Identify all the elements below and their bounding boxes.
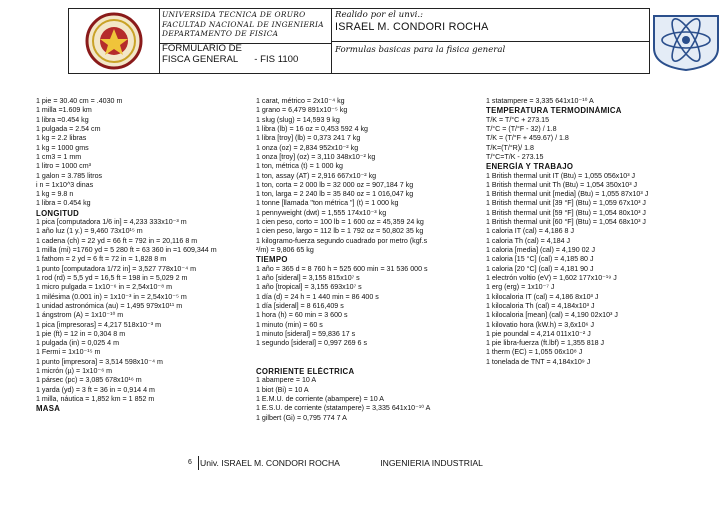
conversion-line: 1 British thermal unit IT (Btu) = 1,055 056x10³ J xyxy=(486,171,636,180)
subtitle-text: Formulas basicas para la fisica general xyxy=(335,45,506,55)
section-heading: CORRIENTE ELÉCTRICA xyxy=(256,367,355,377)
conversion-line: 1 pulgada = 2.54 cm xyxy=(36,124,101,133)
conversion-line: 1 día (d) = 24 h = 1 440 min = 86 400 s xyxy=(256,292,379,301)
conversion-line: 1 onza [troy] (oz) = 3,110 348x10⁻² kg xyxy=(256,152,376,161)
conversion-line: 1 British thermal unit [media] (Btu) = 1,055 87x10³ J xyxy=(486,190,649,199)
conversion-line: 1 pulgada (in) = 0,025 4 m xyxy=(36,339,120,348)
conversion-line: 1 caloria Th (cal) = 4,184 J xyxy=(486,236,571,245)
conversion-line: 1 tonne [llamada "ton métrica "] (t) = 1 000 kg xyxy=(256,199,399,208)
conversion-line: 1 ton, assay (AT) = 2,916 667x10⁻² kg xyxy=(256,171,377,180)
conversion-line: 1 yarda (yd) = 3 ft = 36 in = 0,914 4 m xyxy=(36,385,155,394)
conversion-line: 1 kg = 1000 gms xyxy=(36,143,89,152)
conversion-line: 1 milla, náutica = 1,852 km = 1 852 m xyxy=(36,395,155,403)
section-heading: ENERGÍA Y TRABAJO xyxy=(486,162,574,172)
page-number: 6 xyxy=(188,459,192,466)
conversion-line: 1 kg = 2.2 libras xyxy=(36,134,87,143)
conversion-line: 1 caloria [15 °C] (cal) = 4,185 80 J xyxy=(486,255,594,264)
faculty-line: FACULTAD NACIONAL DE INGENIERIA xyxy=(162,19,324,29)
conversion-line: 1 kilogramo-fuerza segundo cuadrado por metro (kgf.s xyxy=(256,236,428,245)
form-line-2 xyxy=(162,54,328,65)
conversion-line: 1 milésima (0.001 in) = 1x10⁻³ in = 2,54x10⁻⁵ m xyxy=(36,292,187,301)
conversion-line: 1 kilocaloria IT (cal) = 4,186 8x10³ J xyxy=(486,292,599,301)
author-block xyxy=(331,9,649,42)
conversion-line: 1 cien peso, corto = 100 lb = 1 600 oz = 45,359 24 kg xyxy=(256,218,424,227)
conversion-line: T/K = (T/°F + 459.67) / 1.8 xyxy=(486,134,569,143)
seal-icon xyxy=(69,9,159,73)
conversion-line: 1 kg = 9.8 n xyxy=(36,190,74,199)
conversion-line: 1 ton, larga = 2 240 lb = 35 840 oz = 1 016,047 kg xyxy=(256,190,414,199)
conversion-line: 1 kilocaloria Th (cal) = 4,184x10³ J xyxy=(486,301,595,310)
conversion-line: 1 unidad astronómica (au) = 1,495 979x10¹¹ m xyxy=(36,301,183,310)
realizado-label: Realido por el unvi.: xyxy=(335,10,423,20)
conversion-line: T/K = T/°C + 273.15 xyxy=(486,115,550,124)
subtitle-block xyxy=(331,42,649,73)
section-heading: TEMPERATURA TERMODINÁMICA xyxy=(486,106,622,116)
spacer xyxy=(256,358,478,367)
conversion-line: 1 tonelada de TNT = 4,184x10⁹ J xyxy=(486,357,591,366)
conversion-line: 1 libra =0.454 kg xyxy=(36,115,89,124)
conversion-line: 1 libra (lb) = 16 oz = 0,453 592 4 kg xyxy=(256,124,368,133)
footer-divider xyxy=(198,456,199,470)
conversion-line: 1 biot (Bi) = 10 A xyxy=(256,385,309,394)
department-line: DEPARTAMENTO DE FISICA xyxy=(162,29,279,38)
conversion-line: 1 erg (erg) = 1x10⁻⁷ J xyxy=(486,283,555,292)
conversion-line: 1 pie = 30.40 cm = .4030 m xyxy=(36,97,123,105)
conversion-line: 1 año luz (1 y.) = 9,460 73x10¹⁵ m xyxy=(36,227,143,236)
conversion-line: 1 milla (mi) =1760 yd = 5 280 ft = 63 360 in =1 609,344 m xyxy=(36,246,217,254)
conversion-line: 1 micrón (µ) = 1x10⁻⁶ m xyxy=(36,367,112,376)
conversion-line: 1 kilocaloria [mean] (cal) = 4,190 02x10³ J xyxy=(486,311,618,320)
conversion-line: 1 caloria [20 °C] (cal) = 4,181 90 J xyxy=(486,264,594,273)
university-seal-logo xyxy=(69,9,160,73)
conversion-line: 1 pie libra-fuerza (ft.lbf) = 1,355 818 J xyxy=(486,339,605,348)
document-header xyxy=(68,8,650,74)
conversion-line: 1 British thermal unit [59 °F] (Btu) = 1,054 80x10³ J xyxy=(486,208,646,217)
conversion-line: 1 abampere = 10 A xyxy=(256,376,317,385)
conversion-line: 1 carat, métrico = 2x10⁻⁴ kg xyxy=(256,97,345,105)
conversion-line: 1 statampere = 3,335 641x10⁻¹⁰ A xyxy=(486,97,594,105)
column-right xyxy=(486,97,722,367)
conversion-line: 1 therm (EC) = 1,055 06x10⁸ J xyxy=(486,348,583,357)
form-line-1: FORMULARIO DE xyxy=(162,43,242,54)
conversion-line: T/°C=T/K - 273.15 xyxy=(486,152,544,161)
course-code: - FIS 1100 xyxy=(254,54,299,65)
section-heading: TIEMPO xyxy=(256,255,288,265)
conversion-line: 1 ángstrom (A) = 1x10⁻¹⁰ m xyxy=(36,311,124,320)
conversion-line: 1 pica [impresoras] = 4,217 518x10⁻³ m xyxy=(36,320,161,329)
conversion-line: 1 fathom = 2 yd = 6 ft = 72 in = 1,828 8 m xyxy=(36,255,167,264)
fni-logo xyxy=(648,8,724,72)
page-footer xyxy=(200,458,483,468)
conversion-line: 1 electrón voltio (eV) = 1,602 177x10⁻¹⁹ J xyxy=(486,273,617,282)
conversion-line: 1 litro = 1000 cm³ xyxy=(36,162,92,171)
conversion-line: 1 punto [impresora] = 3,514 598x10⁻⁴ m xyxy=(36,357,163,366)
form-title-block xyxy=(159,42,331,75)
conversion-line: 1 cm3 = 1 mm xyxy=(36,152,82,161)
footer-author: Univ. ISRAEL M. CONDORI ROCHA xyxy=(200,458,340,468)
conversion-line: 1 galon = 3.785 litros xyxy=(36,171,103,180)
conversion-line: 1 segundo [sideral] = 0,997 269 6 s xyxy=(256,339,368,348)
conversion-line: 1 kilovatio hora (kW.h) = 3,6x10⁶ J xyxy=(486,320,594,329)
conversion-line: i n = 1x10^3 dinas xyxy=(36,180,94,189)
conversion-line: 1 slug (slug) = 14,593 9 kg xyxy=(256,115,340,124)
conversion-line: 1 grano = 6,479 891x10⁻⁵ kg xyxy=(256,106,348,115)
atom-emblem-icon xyxy=(648,8,724,72)
conversion-line: 1 cien peso, largo = 112 lb = 1 792 oz = 50,802 35 kg xyxy=(256,227,424,236)
conversion-line: 1 milla =1.609 km xyxy=(36,106,92,115)
conversion-line: 1 micro pulgada = 1x10⁻⁶ in = 2,54x10⁻⁸ m xyxy=(36,283,173,292)
conversion-line: 1 rod (rd) = 5,5 yd = 16,5 ft = 198 in = 5,029 2 m xyxy=(36,273,188,282)
footer-department: INGENIERIA INDUSTRIAL xyxy=(380,458,483,468)
university-line: UNIVERSIDA TECNICA DE ORURO xyxy=(162,10,306,19)
conversion-line: 1 caloria IT (cal) = 4,186 8 J xyxy=(486,227,574,236)
conversion-line: ²/m) = 9,806 65 kg xyxy=(256,246,314,254)
section-heading: LONGITUD xyxy=(36,208,80,218)
conversion-line: T/°C = (T/°F - 32) / 1.8 xyxy=(486,124,557,133)
conversion-line: 1 cadena (ch) = 22 yd = 66 ft = 792 in = 20,116 8 m xyxy=(36,236,198,245)
conversion-line: 1 minuto (min) = 60 s xyxy=(256,320,323,329)
conversion-line: 1 E.S.U. de corriente (statampere) = 3,335 641x10⁻¹⁰ A xyxy=(256,404,431,413)
conversion-line: 1 British thermal unit [39 °F] (Btu) = 1,059 67x10³ J xyxy=(486,199,646,208)
column-middle xyxy=(256,97,478,423)
conversion-line: 1 ton, métrica (t) = 1 000 kg xyxy=(256,162,343,171)
conversion-line: 1 libra = 0.454 kg xyxy=(36,199,91,208)
conversion-line: 1 British thermal unit [60 °F] (Btu) = 1,054 68x10³ J xyxy=(486,218,646,227)
university-block xyxy=(159,9,331,44)
conversion-line: 1 hora (h) = 60 min = 3 600 s xyxy=(256,311,348,320)
conversion-line: 1 pie (ft) = 12 in = 0,304 8 m xyxy=(36,329,126,338)
section-heading: MASA xyxy=(36,404,61,414)
header-middle-panel xyxy=(159,9,332,73)
conversion-line: 1 año [tropical] = 3,155 693x10⁷ s xyxy=(256,283,362,292)
column-left xyxy=(36,97,246,414)
conversion-line: 1 año = 365 d = 8 760 h = 525 600 min = 31 536 000 s xyxy=(256,264,428,273)
conversion-line: 1 gilbert (Gi) = 0,795 774 7 A xyxy=(256,413,347,422)
conversion-line: 1 minuto [sideral] = 59,836 17 s xyxy=(256,329,356,338)
conversion-line: T/K=(T/°R)/ 1.8 xyxy=(486,143,534,152)
conversion-line: 1 libra [troy] (lb) = 0,373 241 7 kg xyxy=(256,134,361,143)
header-right-panel xyxy=(331,9,649,73)
conversion-line: 1 pársec (pc) = 3,085 678x10¹⁶ m xyxy=(36,376,142,385)
conversion-line: 1 British thermal unit Th (Btu) = 1,054 350x10³ J xyxy=(486,180,638,189)
spacer xyxy=(256,348,478,357)
conversion-line: 1 E.M.U. de corriente (abampere) = 10 A xyxy=(256,395,384,403)
conversion-line: 1 punto [computadora 1/72 in] = 3,527 778x10⁻⁴ m xyxy=(36,264,197,273)
conversion-line: 1 Fermi = 1x10⁻¹⁵ m xyxy=(36,348,101,357)
conversion-line: 1 pie poundal = 4,214 011x10⁻² J xyxy=(486,329,591,338)
conversion-line: 1 caloria [media] (cal) = 4,190 02 J xyxy=(486,246,596,254)
conversion-line: 1 onza (oz) = 2,834 952x10⁻² kg xyxy=(256,143,359,152)
conversion-line: 1 año [sideral] = 3,155 815x10⁷ s xyxy=(256,273,360,282)
conversion-line: 1 día [sideral] = 8 616,409 s xyxy=(256,301,344,310)
form-course-name: FISCA GENERAL xyxy=(162,54,239,65)
conversion-line: 1 ton, corta = 2 000 lb = 32 000 oz = 907,184 7 kg xyxy=(256,180,414,189)
conversion-line: 1 pennyweight (dwt) = 1,555 174x10⁻³ kg xyxy=(256,208,387,217)
conversion-line: 1 pica [computadora 1/6 in] = 4,233 333x10⁻³ m xyxy=(36,218,187,227)
author-name: ISRAEL M. CONDORI ROCHA xyxy=(335,21,489,33)
